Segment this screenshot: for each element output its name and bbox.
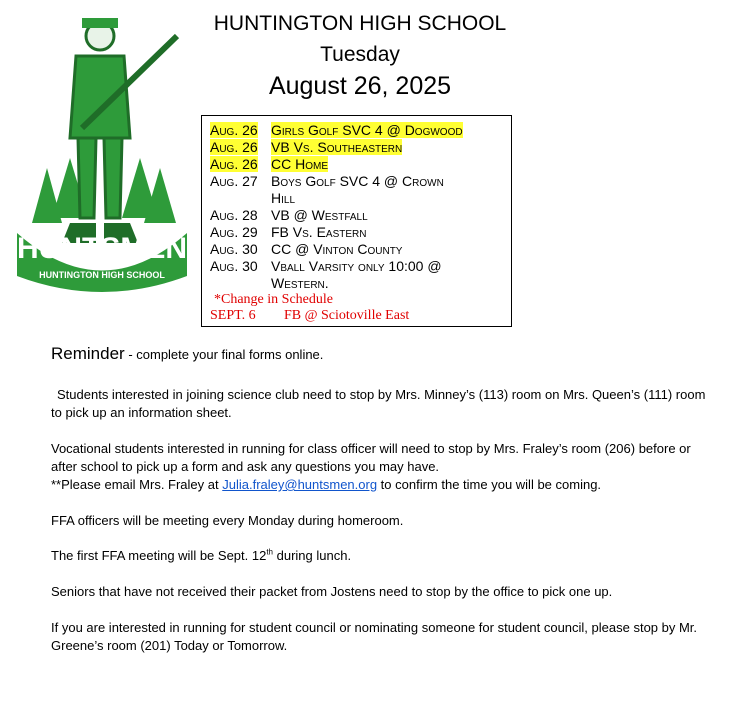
reminder-text: - complete your final forms online. xyxy=(124,347,324,362)
email-prefix: **Please email Mrs. Fraley at xyxy=(51,477,223,492)
ffa-meeting-suffix: during lunch. xyxy=(273,548,352,563)
logo-ring-text: HUNTINGTON HIGH SCHOOL xyxy=(39,270,165,280)
schedule-event: CC @ Vinton County xyxy=(271,241,403,257)
huntsmen-logo xyxy=(12,8,192,293)
schedule-event: CC Home xyxy=(271,156,328,172)
schedule-event: Girls Golf SVC 4 @ Dogwood xyxy=(271,122,463,138)
schedule-date: Aug. 30 xyxy=(210,241,258,257)
page-date: August 26, 2025 xyxy=(268,72,452,100)
day-of-week: Tuesday xyxy=(320,43,400,66)
schedule-event: Hill xyxy=(271,190,296,206)
vocational-paragraph: Vocational students interested in running for class officer will need to stop by Mrs. Fraley’s room (206) before or after school to pick up a form and ask any questions you may have. xyxy=(51,441,691,474)
schedule-event: VB @ Westfall xyxy=(271,207,368,223)
logo-wordmark: HUNTSMEN xyxy=(17,232,187,265)
sports-schedule xyxy=(201,115,512,327)
ffa-meeting-text: The first FFA meeting will be Sept. 12 xyxy=(51,548,267,563)
schedule-date: Aug. 28 xyxy=(210,207,258,223)
schedule-date: Aug. 29 xyxy=(210,224,258,240)
student-council-paragraph: If you are interested in running for student council or nominating someone for student council, please stop by Mr. Greene’s room (201) Today or Tomorrow. xyxy=(51,620,698,653)
schedule-change-note: *Change in Schedule xyxy=(214,292,333,307)
schedule-date: Aug. 30 xyxy=(210,258,258,274)
email-link[interactable]: Julia.fraley@huntsmen.org xyxy=(222,477,378,492)
schedule-event: VB Vs. Southeastern xyxy=(271,139,403,155)
schedule-date: SEPT. 6 xyxy=(210,308,256,323)
seniors-paragraph: Seniors that have not received their packet from Jostens need to stop by the office to pick one up. xyxy=(51,584,613,599)
email-suffix: to confirm the time you will be coming. xyxy=(377,477,602,492)
schedule-date: Aug. 27 xyxy=(210,173,258,189)
science-club-paragraph: Students interested in joining science club need to stop by Mrs. Minney’s (113) room on Mrs. Queen’s (111) room to pick up an information sheet. xyxy=(51,387,706,420)
schedule-date: Aug. 26 xyxy=(210,122,258,138)
school-name: HUNTINGTON HIGH SCHOOL xyxy=(213,12,507,35)
schedule-date: Aug. 26 xyxy=(210,139,258,155)
schedule-event: FB Vs. Eastern xyxy=(271,224,367,240)
reminder-paragraph xyxy=(51,345,711,364)
schedule-event: Vball Varsity only 10:00 @ xyxy=(271,258,442,274)
schedule-event: FB @ Sciotoville East xyxy=(284,308,410,323)
ffa-meeting-sup: th xyxy=(266,547,273,557)
ffa-officers-paragraph: FFA officers will be meeting every Monday during homeroom. xyxy=(51,513,404,528)
schedule-date: Aug. 26 xyxy=(210,156,258,172)
schedule-event: Boys Golf SVC 4 @ Crown xyxy=(271,173,444,189)
email-paragraph xyxy=(51,476,711,494)
reminder-title: Reminder xyxy=(51,344,125,363)
schedule-event: Western. xyxy=(271,275,329,291)
ffa-meeting-paragraph xyxy=(51,547,711,565)
